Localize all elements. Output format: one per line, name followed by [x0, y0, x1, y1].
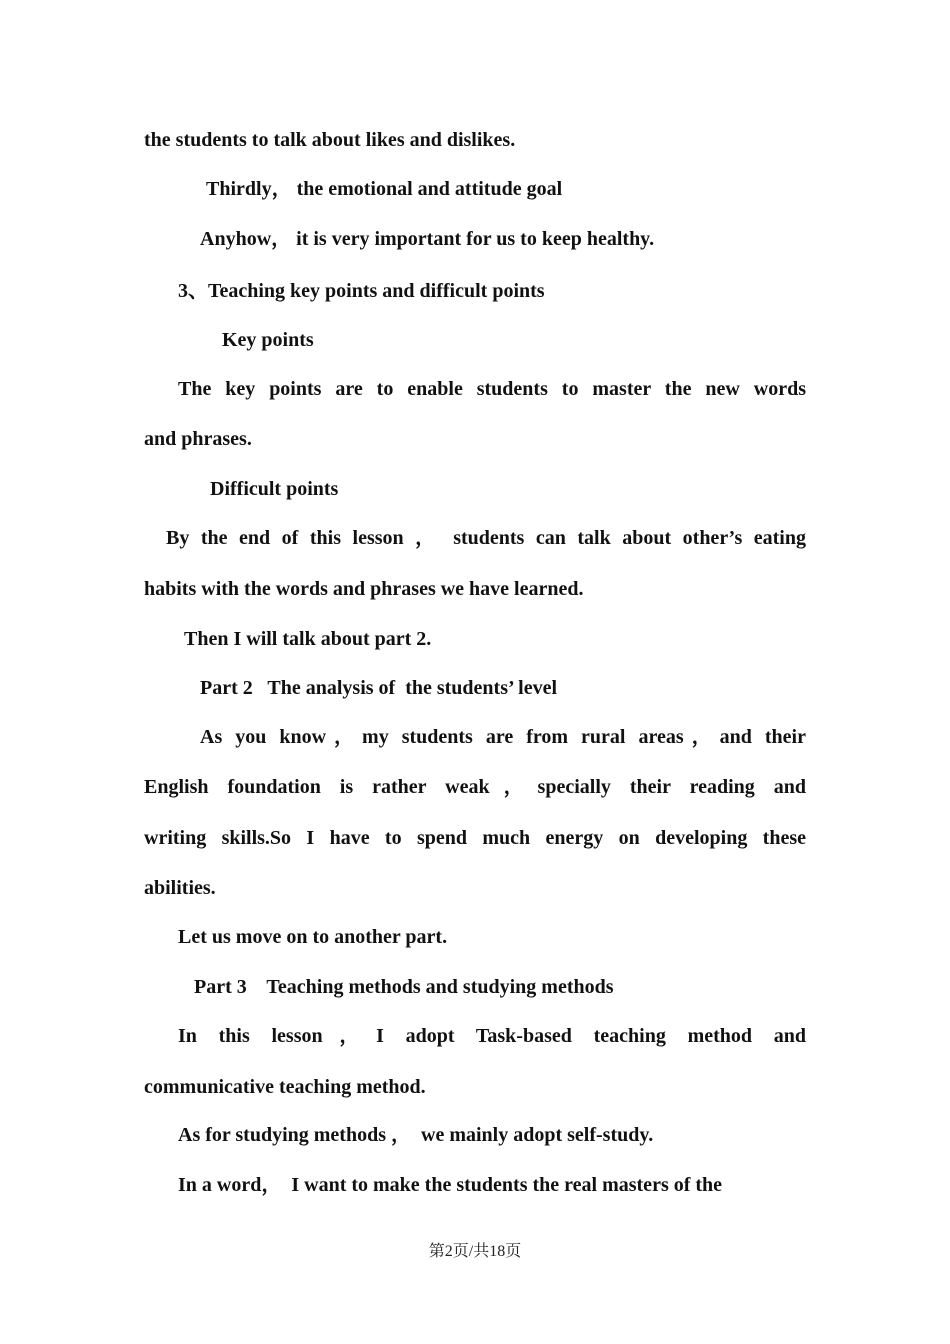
subheading-difficult-points: Difficult points	[210, 478, 339, 500]
text-line: and phrases.	[144, 428, 252, 450]
section-heading: 3、Teaching key points and difficult points	[178, 280, 545, 302]
text-line: the students to talk about likes and dislikes.	[144, 129, 516, 151]
text-line: Thirdly， the emotional and attitude goal	[206, 178, 563, 200]
text-line: habits with the words and phrases we have learned.	[144, 578, 584, 600]
text-line: Anyhow， it is very important for us to keep healthy.	[200, 228, 655, 250]
page-number-footer: 第2页/共18页	[428, 1243, 522, 1260]
text-line: English foundation is rather weak，specially their reading and	[144, 776, 806, 798]
subheading-key-points: Key points	[222, 329, 314, 351]
text-line: In a word， I want to make the students the real masters of the	[178, 1174, 723, 1196]
text-line: abilities.	[144, 877, 216, 899]
text-line: As you know，my students are from rural areas，and their	[200, 726, 806, 748]
text-line: As for studying methods ， we mainly adopt self-study.	[178, 1124, 654, 1146]
text-line: communicative teaching method.	[144, 1076, 426, 1098]
text-line: In this lesson，I adopt Task-based teaching method and	[178, 1025, 806, 1047]
text-line: Then I will talk about part 2.	[184, 628, 432, 650]
text-line: By the end of this lesson ， students can talk about other’s eating	[166, 527, 806, 549]
text-line: Let us move on to another part.	[178, 926, 448, 948]
text-line: writing skills.So I have to spend much energy on developing these	[144, 827, 806, 849]
section-heading-part-2: Part 2 The analysis of the students’ level	[200, 677, 558, 699]
text-line: The key points are to enable students to master the new words	[178, 378, 806, 400]
section-heading-part-3: Part 3 Teaching methods and studying methods	[194, 976, 614, 998]
